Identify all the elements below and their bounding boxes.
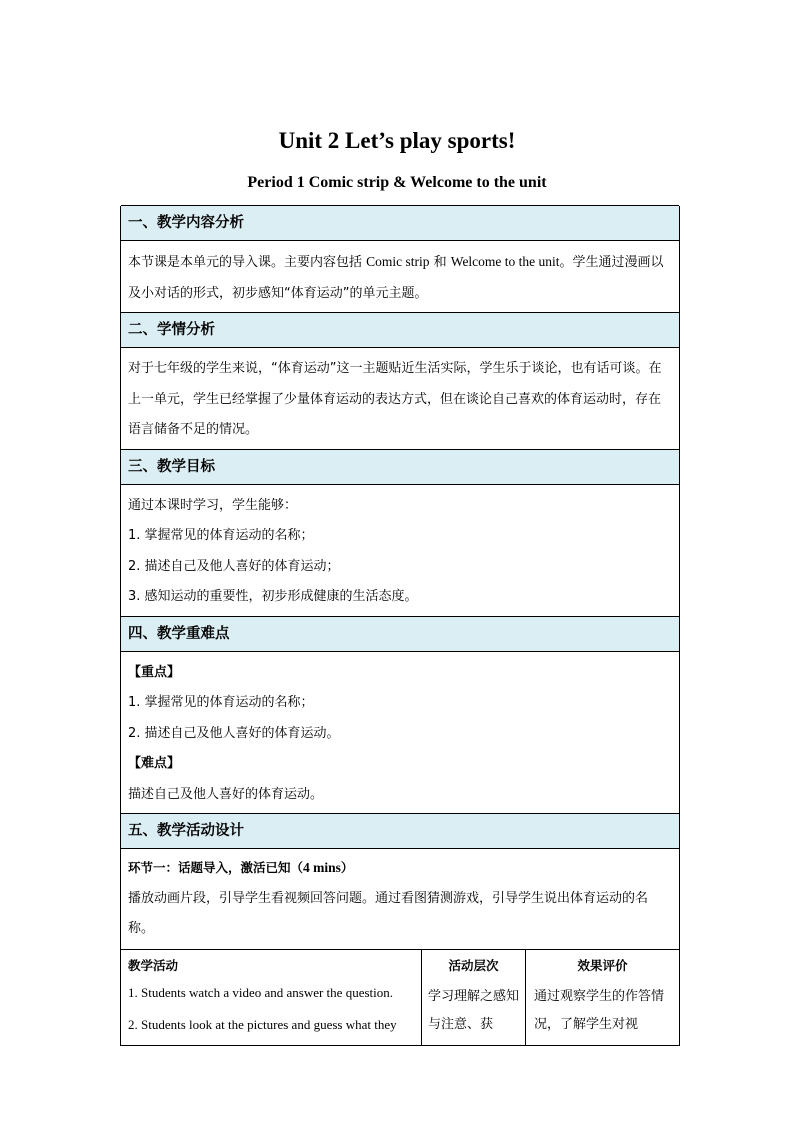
evaluation-column [526, 950, 679, 1045]
document-subtitle: Period 1 Comic strip & Welcome to the unit [247, 174, 547, 191]
section-heading-key-points: 四、教学重难点 [121, 616, 679, 652]
level-column [422, 950, 526, 1045]
key-label: 【重点】 [128, 664, 181, 680]
section-body-content-analysis: 本节课是本单元的导入课。主要内容包括 Comic strip 和 Welcome to the unit。学生通过漫画以及小对话的形式，初步感知“体育运动”的单元主题。 [128, 254, 664, 301]
evaluation-column-head: 效果评价 [577, 957, 628, 973]
difficulty-label: 【难点】 [128, 756, 181, 771]
section-heading-content-analysis: 一、教学内容分析 [121, 205, 679, 241]
activity-line: 2. Students look at the pictures and guess what they [128, 1016, 397, 1032]
section-body-key-points [121, 652, 679, 815]
activity-column-head: 教学活动 [128, 957, 179, 973]
section-body-activity-design [121, 849, 679, 949]
activity-column [121, 950, 422, 1045]
key-item: 2. 描述自己及他人喜好的体育运动。 [128, 725, 340, 741]
difficulty-text: 描述自己及他人喜好的体育运动。 [128, 786, 324, 802]
level-text: 学习理解之感知与注意、获 [428, 988, 520, 1032]
activity-subtable [121, 949, 679, 1045]
section-heading-student-analysis: 二、学情分析 [121, 312, 679, 348]
document-title: Unit 2 Let’s play sports! [278, 128, 516, 153]
key-item: 1. 掌握常见的体育运动的名称； [128, 695, 314, 710]
activity-line: 1. Students watch a video and answer the question. [128, 984, 393, 1000]
section-heading-activity-design: 五、教学活动设计 [121, 813, 679, 849]
evaluation-text: 通过观察学生的作答情况，了解学生对视 [534, 988, 665, 1032]
section-body-student-analysis: 对于七年级的学生来说，“体育运动”这一主题贴近生活实际，学生乐于谈论，也有话可谈。在上一单元，学生已经掌握了少量体育运动的表达方式，但在谈论自己喜欢的体育运动时，存在语言储备不足的情况。 [128, 361, 662, 437]
level-column-head: 活动层次 [448, 957, 499, 973]
objective-item: 1. 掌握常见的体育运动的名称； [128, 528, 314, 543]
lesson-plan-table [120, 206, 680, 1046]
objectives-intro: 通过本课时学习，学生能够： [128, 497, 298, 513]
objective-item: 2. 描述自己及他人喜好的体育运动； [128, 558, 340, 574]
step-title: 环节一：话题导入，激活已知（4 mins） [128, 860, 354, 875]
section-body-objectives [121, 485, 679, 617]
section-heading-objectives: 三、教学目标 [121, 449, 679, 485]
objective-item: 3. 感知运动的重要性，初步形成健康的生活态度。 [128, 589, 418, 604]
step-text: 播放动画片段，引导学生看视频回答问题。通过看图猜测游戏，引导学生说出体育运动的名称。 [128, 890, 649, 936]
